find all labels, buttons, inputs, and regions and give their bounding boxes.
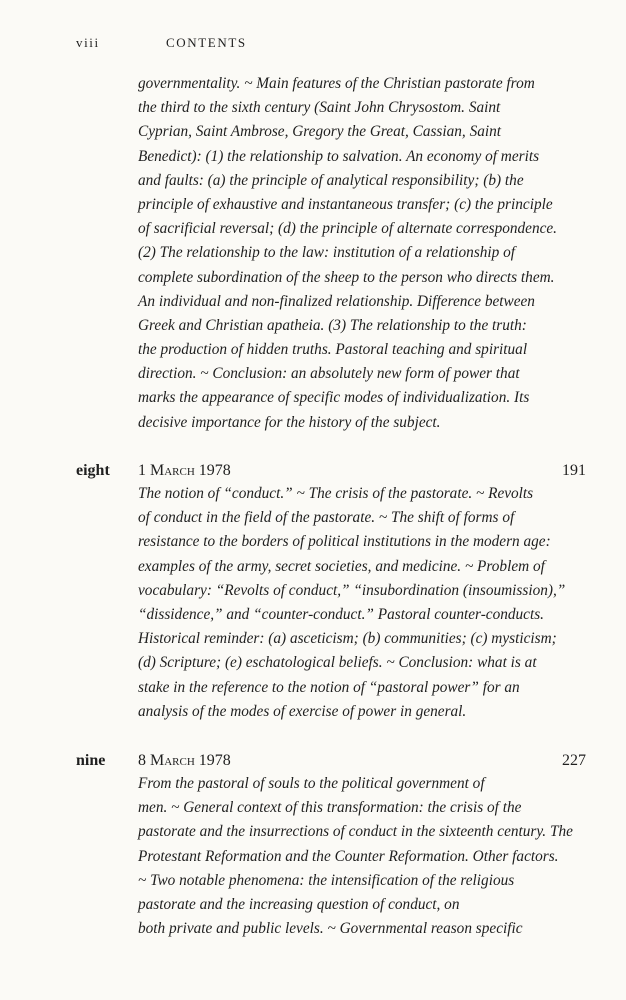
summary-line: both private and public levels. ~ Governmental reason specific: [138, 920, 523, 938]
summary-line: An individual and non-finalized relationship. Difference between: [138, 292, 535, 310]
summary-line: principle of exhaustive and instantaneous transfer; (c) the principle: [138, 195, 553, 213]
lecture-date: [138, 458, 231, 484]
continuation-summary: [138, 72, 588, 435]
lecture-number: eight: [76, 462, 110, 479]
lecture-summary-nine: [138, 772, 588, 941]
lecture-heading-nine: [76, 748, 586, 774]
summary-line: Benedict): (1) the relationship to salvation. An economy of merits: [138, 147, 540, 165]
running-head: [76, 34, 586, 52]
lecture-heading-eight: [76, 458, 586, 484]
summary-line: Cyprian, Saint Ambrose, Gregory the Great, Cassian, Saint: [138, 123, 502, 141]
summary-line: the third to the sixth century (Saint John Chrysostom. Saint: [138, 99, 501, 117]
summary-line: and faults: (a) the principle of analytical responsibility; (b) the: [138, 171, 524, 189]
summary-line: Protestant Reformation and the Counter Reformation. Other factors.: [138, 847, 559, 865]
page-number: viii: [76, 35, 100, 50]
summary-line: the production of hidden truths. Pastoral teaching and spiritual: [138, 341, 528, 359]
running-head-title: CONTENTS: [166, 35, 247, 50]
summary-line: ~ Two notable phenomena: the intensification of the religious: [138, 871, 515, 889]
lecture-page-number: 191: [562, 462, 586, 479]
date-year: 1978: [194, 752, 231, 769]
summary-line: The notion of “conduct.” ~ The crisis of the pastorate. ~ Revolts: [138, 485, 534, 502]
date-day: 1: [138, 462, 150, 479]
summary-line: direction. ~ Conclusion: an absolutely new form of power that: [138, 365, 520, 383]
summary-line: marks the appearance of specific modes of individualization. Its: [138, 389, 530, 407]
summary-line: of sacrificial reversal; (d) the principle of alternate correspondence.: [138, 220, 558, 238]
summary-line: Historical reminder: (a) asceticism; (b) communities; (c) mysticism;: [138, 630, 557, 648]
summary-line: stake in the reference to the notion of “pastoral power” for an: [138, 678, 520, 696]
lecture-number: nine: [76, 752, 106, 769]
summary-line: vocabulary: “Revolts of conduct,” “insubordination (insoumission),”: [138, 581, 566, 599]
summary-line: men. ~ General context of this transformation: the crisis of the: [138, 799, 522, 817]
summary-line: pastorate and the insurrections of conduct in the sixteenth century. The: [138, 823, 573, 841]
summary-line: examples of the army, secret societies, and medicine. ~ Problem of: [138, 557, 545, 575]
summary-line: pastorate and the increasing question of conduct, on: [138, 895, 460, 913]
summary-line: From the pastoral of souls to the political government of: [138, 775, 485, 792]
summary-line: complete subordination of the sheep to the person who directs them.: [138, 268, 555, 286]
summary-line: Greek and Christian apatheia. (3) The relationship to the truth:: [138, 316, 527, 334]
summary-line: decisive importance for the history of the subject.: [138, 413, 441, 431]
date-month: March: [150, 752, 195, 769]
lecture-summary-eight: [138, 482, 588, 724]
summary-line: (d) Scripture; (e) eschatological beliefs. ~ Conclusion: what is at: [138, 654, 537, 672]
date-year: 1978: [194, 462, 231, 479]
date-month: March: [150, 462, 195, 479]
date-day: 8: [138, 752, 150, 769]
lecture-date: [138, 748, 231, 774]
summary-line: analysis of the modes of exercise of power in general.: [138, 702, 467, 720]
summary-line: governmentality. ~ Main features of the Christian pastorate from: [138, 75, 535, 92]
summary-line: (2) The relationship to the law: institution of a relationship of: [138, 244, 516, 262]
summary-line: “dissidence,” and “counter-conduct.” Pastoral counter-conducts.: [138, 605, 544, 623]
summary-line: resistance to the borders of political institutions in the modern age:: [138, 533, 551, 551]
lecture-page-number: 227: [562, 752, 586, 769]
summary-line: of conduct in the field of the pastorate. ~ The shift of forms of: [138, 509, 515, 527]
